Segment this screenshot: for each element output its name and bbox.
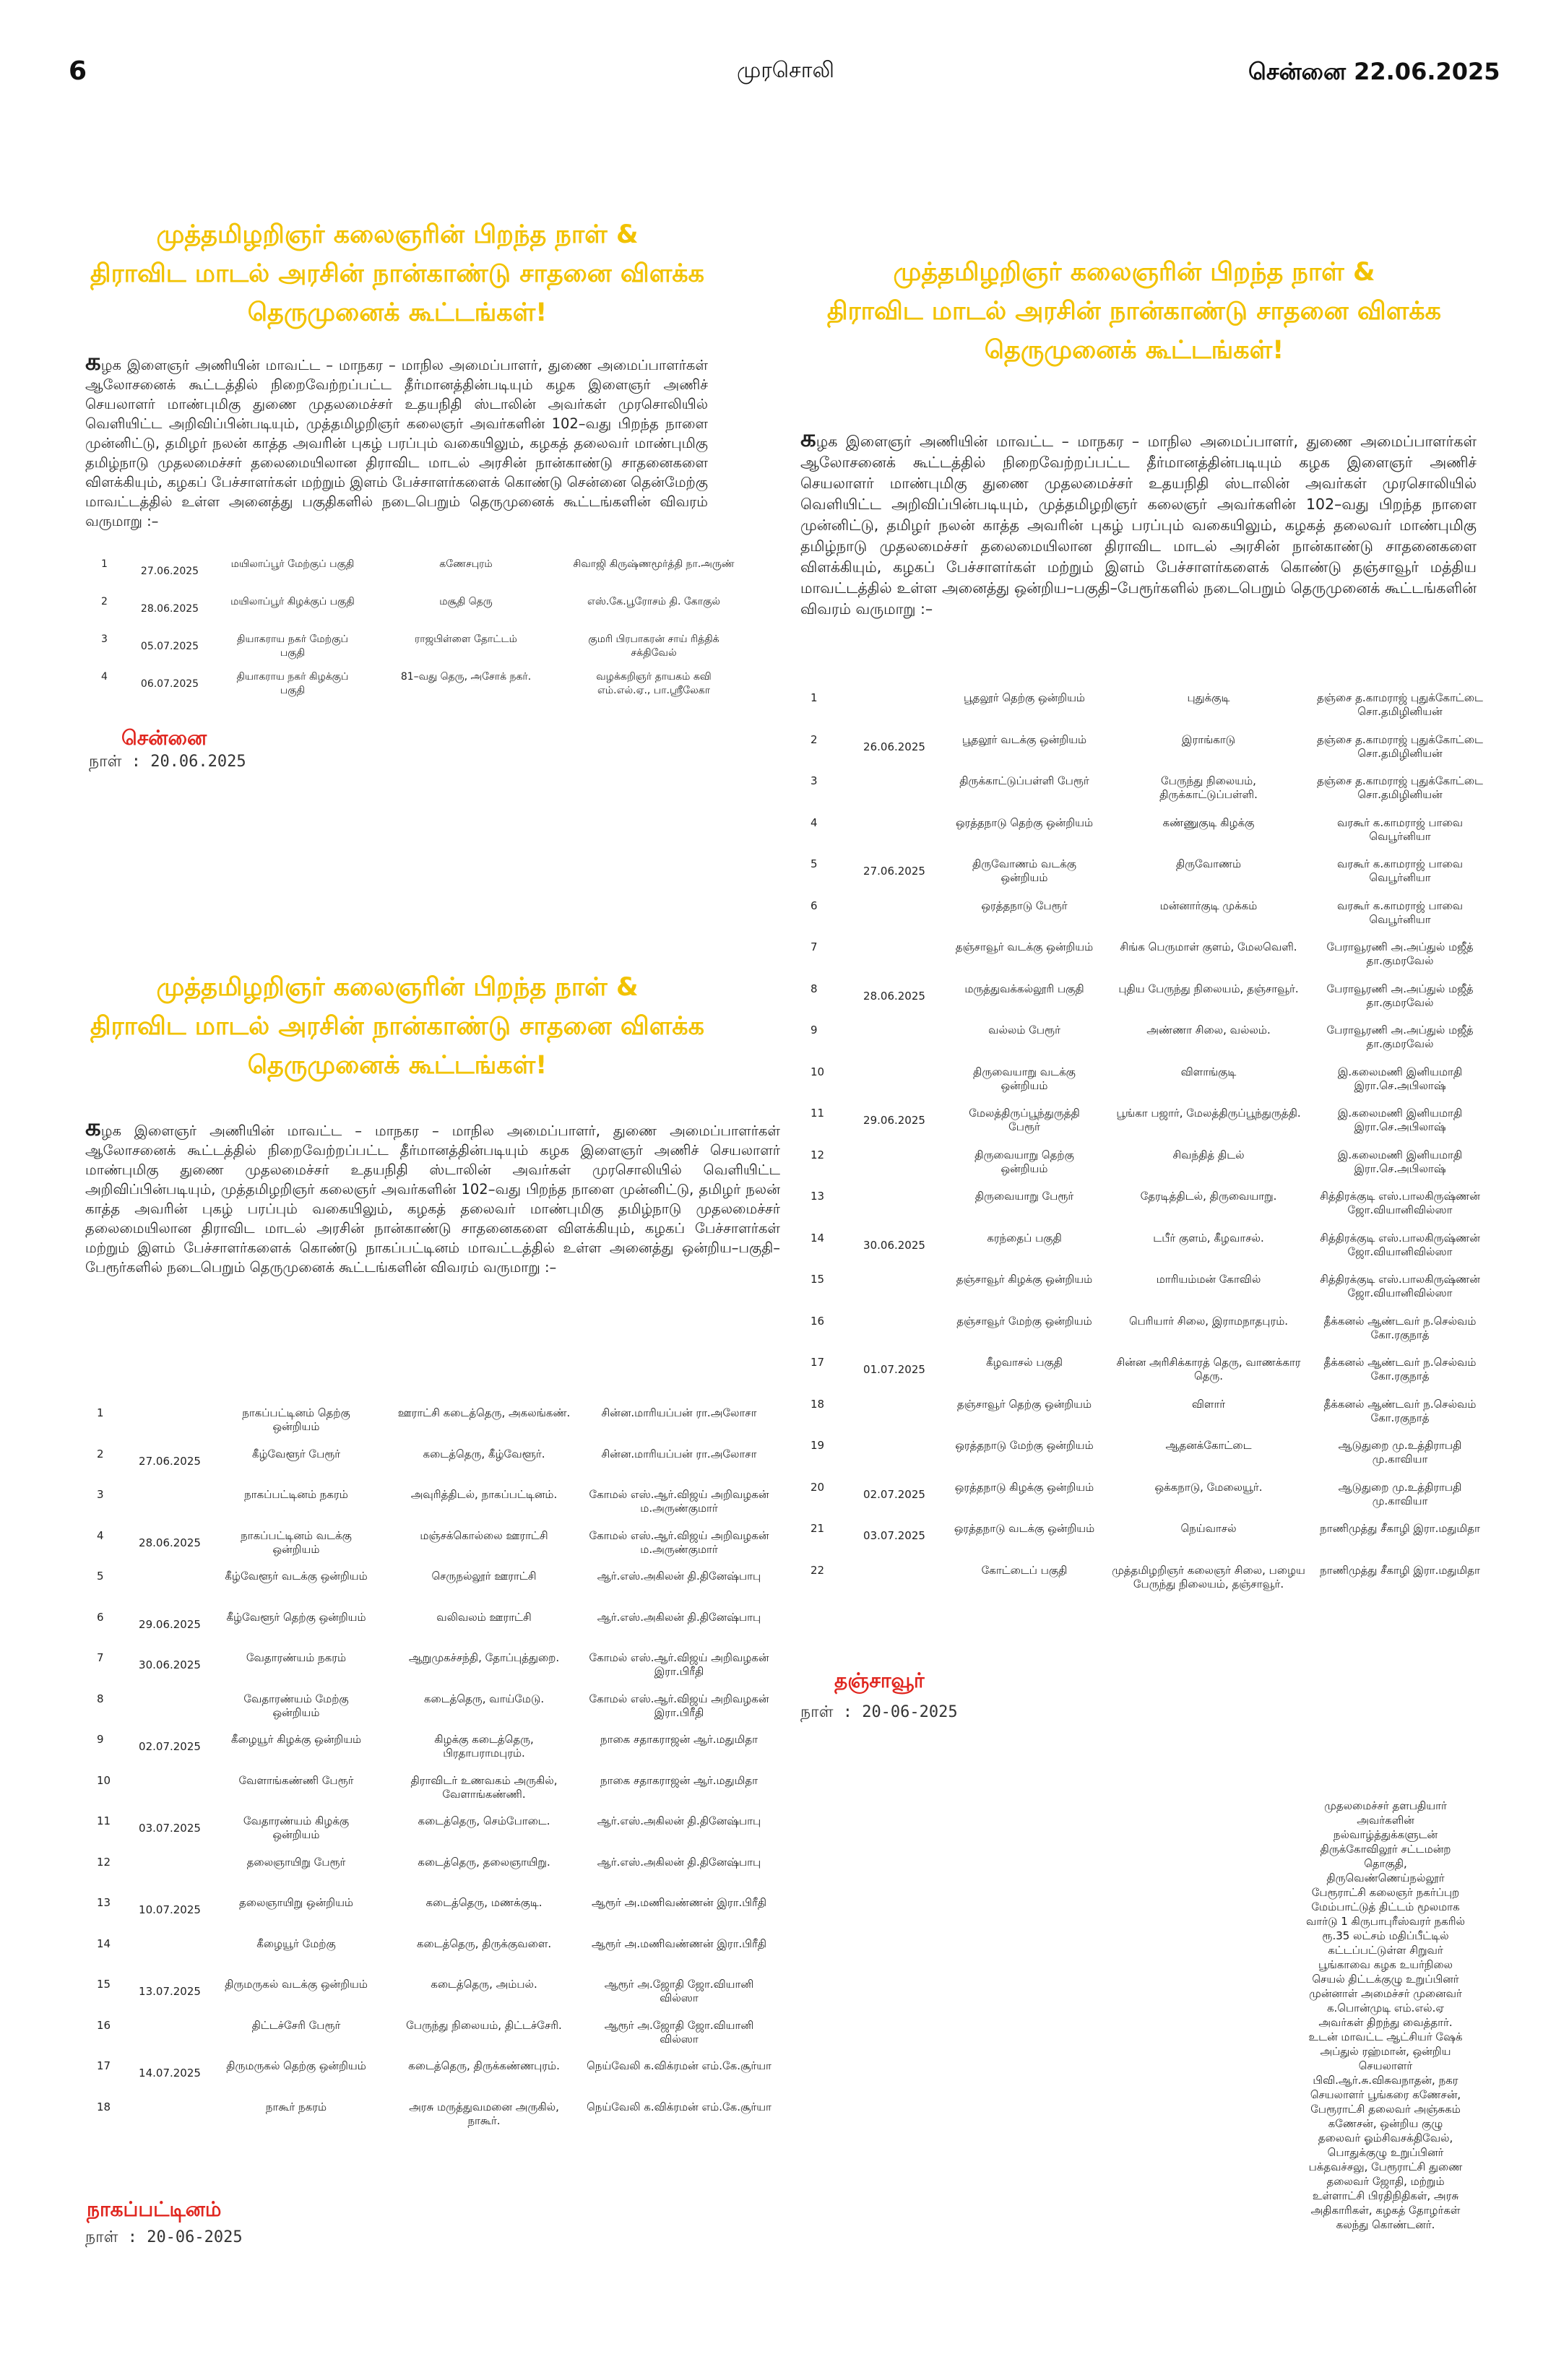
row-number: 14 [811,1231,825,1245]
row-area: திருமருகல் வடக்கு ஒன்றியம் [225,1978,368,1991]
table-row [94,1405,780,1446]
title-line-1: முத்தமிழறிஞர் கலைஞரின் பிறந்த நாள் & [156,220,639,249]
row-speakers: தஞ்சை த.காமராஜ் புதுக்கோட்டை சொ.தமிழினியன் [1317,774,1483,801]
row-number: 3 [97,1488,104,1501]
article-title [87,215,708,332]
row-area: நாகூர் நகரம் [265,2100,327,2113]
row-speakers: வரகூர் க.காமராஜ் பாவை வெபூர்னியா [1336,899,1464,926]
row-speakers: கோமல் எஸ்.ஆர்.விஜய் அறிவழகன் ம.அருண்குமார் [589,1528,769,1556]
row-number: 8 [811,982,818,995]
row-speakers: தீக்கனல் ஆண்டவர் ந.செல்வம் கோ.ரகுநாத் [1323,1356,1477,1382]
table-row [94,1609,780,1650]
row-area: ஒரத்தநாடு வடக்கு ஒன்றியம் [954,1522,1095,1535]
article-body [85,1113,780,1277]
row-place: புதுக்குடி [1187,691,1230,704]
article-body [85,347,708,531]
row-number: 17 [811,1356,825,1369]
row-speakers: குமரி பிரபாகரன் சாய் ரித்திக் சக்திவேல் [588,633,719,659]
row-area: பூதலூர் வடக்கு ஒன்றியம் [961,732,1087,746]
row-area: தியாகராய நகர் கிழக்குப் பகுதி [236,671,349,696]
photo-caption: முதலமைச்சர் தளபதியார் அவர்களின் நல்வாழ்த்துக்களுடன் திருக்கோவிலூர் சட்டமன்ற தொகுதி, திருவெண்ணெய்நல்லூர் பேரூராட்சி கலைஞர் நகர்ப்புற மேம்பாட்டுத் திட்டம் மூலமாக வார்டு 1 கிருபாபுரீஸ்வரர் நகரில் ரூ.35 லட்சம் மதிப்பீட்டில் கட்டப்பட்டுள்ள சிறுவர் பூங்காவை கழக உயர்நிலை செயல் திட்டக்குழு உறுப்பினர் முன்னாள் அமைச்சர் முனைவர் க.பொன்முடி எம்.எல்.ஏ அவர்கள் திறந்து வைத்தார். உடன் மாவட்ட ஆட்சியர் ஷேக் அப்துல் ரஹ்மான், ஒன்றிய செயலாளர் பிவி.ஆர்.சு.விசுவநாதன், நகர செயலாளர் பூங்கரை கணேசன், பேரூராட்சி தலைவர் அஞ்சுகம் கணேசன், ஒன்றிய குழு தலைவர் ஓம்சிவசக்திவேல், பொதுக்குழு உறுப்பினர் பக்தவச்சலு, பேரூராட்சி துணை தலைவர் ஜோதி, மற்றும் உள்ளாட்சி பிரதிநிதிகள், அரசு அதிகாரிகள், கழகத் தோழர்கள் கலந்து கொண்டனர். [1306,1799,1465,2231]
row-speakers: பேராவூரணி அ.அப்துல் மஜீத் தா.குமரவேல் [1326,1024,1474,1050]
row-place: வலிவலம் ஊராட்சி [436,1610,532,1624]
title-line-2: திராவிட மாடல் அரசின் நான்காண்டு சாதனை விளக்க [90,259,705,288]
row-date: 30.06.2025 [139,1658,201,1671]
row-place: மஞ்சக்கொல்லை ஊராட்சி [420,1528,548,1542]
row-place: மன்னார்குடி முக்கம் [1159,899,1258,912]
row-date: 03.07.2025 [139,1822,201,1835]
row-place: விளாங்குடி [1180,1065,1237,1078]
row-area: மயிலாப்பூர் கிழக்குப் பகுதி [230,596,355,607]
table-row [808,1396,1477,1438]
row-area: மருத்துவக்கல்லூரி பகுதி [964,982,1084,995]
row-number: 19 [811,1439,825,1452]
row-area: ஒரத்தநாடு தெற்கு ஒன்றியம் [955,815,1094,829]
table-row [94,594,744,631]
table-row [94,1568,780,1609]
row-number: 15 [811,1273,825,1286]
row-number: 18 [811,1397,825,1411]
table-row [808,732,1483,774]
table-row [94,1813,780,1854]
row-number: 2 [101,596,108,607]
table-row [808,1064,1472,1106]
row-place: கடைத்தெரு, அம்பல். [431,1978,537,1991]
row-number: 10 [97,1773,111,1787]
row-area: நாகப்பட்டினம் தெற்கு ஒன்றியம் [242,1406,350,1433]
row-date: 28.06.2025 [140,603,199,615]
row-number: 12 [811,1148,825,1161]
row-speakers: வழக்கறிஞர் தாயகம் கவி எம்.எல்.ஏ., பா.ஸ்ரீலேகா [596,671,712,696]
row-area: திருவையாறு தெற்கு ஒன்றியம் [974,1148,1074,1175]
row-place: கடைத்தெரு, கீழ்வேளூர். [423,1447,545,1461]
row-place: மாரியம்மன் கோவில் [1156,1273,1261,1286]
row-place: செருநல்லூர் ஊராட்சி [431,1570,537,1583]
row-place: ஊராட்சி கடைத்தெரு, அகலங்கண். [397,1406,571,1419]
table-row [808,939,1472,981]
row-area: கோட்டைப் பகுதி [981,1563,1068,1577]
table-row [808,1479,1472,1521]
row-date: 02.07.2025 [139,1740,201,1753]
row-place: கணேசபுரம் [439,558,493,570]
row-speakers: ஆர்.எஸ்.அகிலன் தி.தினேஷ்பாபு [597,1855,761,1869]
title-line-1: முத்தமிழறிஞர் கலைஞரின் பிறந்த நாள் & [893,258,1375,287]
row-speakers: ஆர்.எஸ்.அகிலன் தி.தினேஷ்பாபு [597,1610,761,1624]
row-number: 22 [811,1563,825,1577]
date-line: சென்னை 22.06.2025 [1248,58,1500,85]
table-row [94,1731,780,1773]
row-area: தலைஞாயிறு ஒன்றியம் [238,1896,354,1909]
district-name: நாகப்பட்டினம் [87,2197,222,2221]
row-area: ஒரத்தநாடு பேரூர் [981,899,1068,912]
row-place: 81–வது தெரு, அசோக் நகர். [400,671,532,683]
row-number: 6 [811,899,818,912]
row-place: கடைத்தெரு, திருக்கண்ணபுரம். [408,2059,560,2072]
district-name: தஞ்சாவூர் [834,1669,925,1692]
body-text: ழக இளைஞர் அணியின் மாவட்ட – மாநகர – மாநில அமைப்பாளர், துணை அமைப்பாளர்கள் ஆலோசனைக் கூட்டத்தில் நிறைவேற்றப்பட்ட தீர்மானத்தின்படியும் கழக இளைஞர் அணிச் செயலாளர் மாண்புமிகு துணை முதலமைச்சர் உதயநிதி ஸ்டாலின் அவர்கள் முரசொலியில் வெளியிட்ட அறிவிப்பின்படியும், முத்தமிழறிஞர் கலைஞர் அவர்களின் 102–வது பிறந்த நாளை முன்னிட்டு, தமிழர் நலன் காத்த அவரின் புகழ் பரப்பும் வகையிலும், கழகத் தலைவர் மாண்புமிகு தமிழ்நாடு முதலமைச்சர் தலைமையிலான திராவிட மாடல் அரசின் நான்காண்டு சாதனைகளை விளக்கியும், கழகப் பேச்சாளர்கள் மற்றும் இளம் பேச்சாளர்களைக் கொண்டு நாகப்பட்டினம் மாவட்டத்தில் உள்ள அனைத்து ஒன்றிய–பகுதி–பேரூர்களில் நடைபெறும் தெருமுனைக் கூட்டங்களின் விவரம் வருமாறு :– [85,1122,780,1276]
table-row [94,1446,780,1487]
row-date: 29.06.2025 [863,1114,925,1127]
row-area: திருவையாறு வடக்கு ஒன்றியம் [973,1065,1076,1092]
row-number: 3 [101,633,108,645]
row-number: 11 [811,1107,825,1120]
notice-date: நாள் : 20-06-2025 [85,2228,243,2246]
row-place: இராங்காடு [1181,732,1236,746]
row-area: திருவையாறு பேரூர் [974,1190,1074,1203]
row-place: கடைத்தெரு, திருக்குவளை. [416,1937,552,1950]
row-area: தஞ்சாவூர் வடக்கு ஒன்றியம் [955,940,1094,953]
row-number: 10 [811,1065,825,1078]
table-row [808,815,1472,857]
row-date: 26.06.2025 [863,740,925,753]
row-speakers: ஆடுதுறை மு.உத்திராபதி மு.காவியா [1338,1439,1462,1466]
row-number: 9 [811,1024,818,1037]
table-row [94,556,744,594]
table-row [808,690,1483,732]
row-speakers: நெய்வேலி க.விக்ரமன் எம்.கே.சூர்யா [587,2059,772,2072]
row-number: 20 [811,1480,825,1494]
row-area: வேதாரண்யம் கிழக்கு ஒன்றியம் [243,1814,350,1841]
row-number: 17 [97,2059,111,2072]
row-area: கீழ்வேளூர் வடக்கு ஒன்றியம் [225,1570,368,1583]
row-date: 29.06.2025 [139,1617,201,1631]
row-number: 6 [97,1610,104,1624]
row-date: 27.06.2025 [139,1454,201,1468]
table-row [808,1271,1480,1313]
row-number: 12 [97,1855,111,1869]
row-place: விளார் [1191,1397,1226,1411]
row-date: 14.07.2025 [139,2067,201,2080]
row-speakers: இ.கலைமணி இனியமாதி இரா.செ.அபிலாஷ் [1337,1065,1463,1092]
row-place: ஒக்கநாடு, மேலையூர். [1154,1480,1263,1494]
row-speakers: இ.கலைமணி இனியமாதி இரா.செ.அபிலாஷ் [1337,1107,1463,1133]
row-place: திராவிடர் உணவகம் அருகில், வேளாங்கண்ணி. [410,1773,558,1801]
row-area: ஒரத்தநாடு மேற்கு ஒன்றியம் [955,1439,1094,1452]
row-place: சின்ன அரிசிக்காரத் தெரு, வாணக்கார தெரு. [1116,1356,1301,1382]
row-place: மசூதி தெரு [439,596,493,607]
table-row [94,1773,780,1814]
table-row [94,1691,780,1732]
row-place: சிங்க பெருமாள் குளம், மேலவெளி. [1120,940,1297,953]
row-speakers: வரகூர் க.காமராஜ் பாவை வெபூர்னியா [1336,857,1464,884]
table-row [808,981,1472,1023]
row-number: 11 [97,1814,111,1827]
row-number: 16 [97,2018,111,2032]
row-place: திருவோணம் [1175,857,1242,870]
row-speakers: நெய்வேலி க.விக்ரமன் எம்.கே.சூர்யா [587,2100,772,2113]
row-speakers: சிவாஜி கிருஷ்ணமூர்த்தி நா.அருண் [573,558,735,570]
row-speakers: சித்திரக்குடி எஸ்.பாலகிருஷ்ணன் ஜோ.வியானிவில்ஸா [1320,1273,1480,1299]
row-date: 30.06.2025 [863,1238,925,1252]
row-area: தலைஞாயிறு பேரூர் [246,1855,346,1869]
table-row [808,1520,1480,1562]
page-number: 6 [69,56,87,86]
table-row [94,1650,780,1691]
row-area: திருமருகல் தெற்கு ஒன்றியம் [226,2059,366,2072]
row-number: 9 [97,1733,104,1746]
table-row [94,669,744,706]
row-date: 10.07.2025 [139,1903,201,1916]
table-row [808,1105,1472,1147]
table-row [94,1854,780,1895]
drop-cap: க [800,424,816,453]
row-date: 02.07.2025 [863,1487,925,1501]
row-number: 15 [97,1978,111,1991]
row-place: டபீர் குளம், கீழவாசல். [1153,1231,1264,1245]
row-speakers: சித்திரக்குடி எஸ்.பாலகிருஷ்ணன் ஜோ.வியானிவில்ஸா [1320,1190,1480,1216]
title-line-2: திராவிட மாடல் அரசின் நான்காண்டு சாதனை விளக்க [826,297,1442,326]
row-number: 5 [811,857,818,870]
row-place: தேரடித்திடல், திருவையாறு. [1140,1190,1277,1203]
row-speakers: ஆர்.எஸ்.அகிலன் தி.தினேஷ்பாபு [597,1814,761,1827]
row-speakers: ஆடுதுறை மு.உத்திராபதி மு.காவியா [1338,1480,1462,1507]
row-area: கீழையூர் கிழக்கு ஒன்றியம் [230,1733,362,1746]
row-speakers: ஆரூர் அ.மணிவண்ணன் இரா.பிரீதி [592,1937,766,1950]
row-place: ஆறுமுகச்சந்தி, தோப்புத்துறை. [408,1651,560,1664]
row-speakers: சின்ன.மாரியப்பன் ரா.அலோசா [601,1447,757,1461]
title-line-3: தெருமுனைக் கூட்டங்கள்! [247,1051,548,1080]
row-date: 01.07.2025 [863,1363,925,1376]
table-row [94,1895,780,1936]
row-place: கிழக்கு கடைத்தெரு, பிரதாபராமபுரம். [434,1733,534,1760]
row-area: திட்டச்சேரி பேரூர் [251,2018,341,2032]
row-date: 06.07.2025 [140,678,199,690]
row-speakers: கோமல் எஸ்.ஆர்.விஜய் அறிவழகன் இரா.பிரீதி [589,1651,769,1678]
row-speakers: பேராவூரணி அ.அப்துல் மஜீத் தா.குமரவேல் [1326,940,1474,967]
row-place: பேருந்து நிலையம், திட்டச்சேரி. [406,2018,562,2032]
row-number: 3 [811,774,818,787]
table-row [808,856,1472,898]
row-speakers: தீக்கனல் ஆண்டவர் ந.செல்வம் கோ.ரகுநாத் [1323,1314,1477,1341]
row-place: கடைத்தெரு, வாய்மேடு. [423,1692,545,1705]
table-row [808,1188,1480,1230]
row-area: ஒரத்தநாடு கிழக்கு ஒன்றியம் [954,1480,1094,1494]
row-place: அண்ணா சிலை, வல்லம். [1146,1024,1271,1037]
row-place: கடைத்தெரு, தலைஞாயிறு. [418,1855,550,1869]
table-row [808,1313,1477,1355]
article-title [79,968,715,1085]
row-place: கண்ணுகுடி கிழக்கு [1162,815,1255,829]
row-speakers: தீக்கனல் ஆண்டவர் ந.செல்வம் கோ.ரகுநாத் [1323,1397,1477,1424]
row-area: மயிலாப்பூர் மேற்குப் பகுதி [230,558,355,570]
table-row [94,1487,780,1528]
row-place: புதிய பேருந்து நிலையம், தஞ்சாவூர். [1118,982,1299,995]
row-area: மேலத்திருப்பூந்துருத்தி பேரூர் [969,1107,1080,1133]
row-area: திருவோணம் வடக்கு ஒன்றியம் [972,857,1077,884]
title-line-1: முத்தமிழறிஞர் கலைஞரின் பிறந்த நாள் & [156,973,639,1002]
row-area: தஞ்சாவூர் மேற்கு ஒன்றியம் [956,1314,1092,1328]
row-place: முத்தமிழறிஞர் கலைஞர் சிலை, பழைய பேருந்து நிலையம், தஞ்சாவூர். [1112,1563,1305,1591]
row-speakers: கோமல் எஸ்.ஆர்.விஜய் அறிவழகன் இரா.பிரீதி [589,1692,769,1719]
row-area: கீழையூர் மேற்கு [256,1937,336,1950]
row-speakers: நாகை சதாகராஜன் ஆர்.மதுமிதா [600,1733,758,1746]
row-speakers: எஸ்.கே.பூரோசம் தி. கோகுல் [587,596,721,607]
row-number: 7 [811,940,818,953]
article-body [800,424,1477,620]
row-place: கடைத்தெரு, செம்போடை. [418,1814,550,1827]
row-number: 1 [811,691,818,704]
row-number: 2 [811,732,818,746]
table-row [94,1936,780,1977]
row-speakers: பேராவூரணி அ.அப்துல் மஜீத் தா.குமரவேல் [1326,982,1474,1009]
row-number: 2 [97,1447,104,1461]
row-number: 1 [101,558,108,570]
article-title [802,253,1466,370]
table-row [808,1147,1472,1189]
row-number: 4 [97,1528,104,1542]
row-speakers: இ.கலைமணி இனியமாதி இரா.செ.அபிலாஷ் [1337,1148,1463,1175]
row-speakers: நாணிமுத்து சீகாழி இரா.மதுமிதா [1320,1563,1480,1577]
row-place: அவுரித்திடல், நாகப்பட்டினம். [410,1488,558,1501]
row-speakers: ஆர்.எஸ்.அகிலன் தி.தினேஷ்பாபு [597,1570,761,1583]
body-text: ழக இளைஞர் அணியின் மாவட்ட – மாநகர – மாநில அமைப்பாளர், துணை அமைப்பாளர்கள் ஆலோசனைக் கூட்டத்தில் நிறைவேற்றப்பட்ட தீர்மானத்தின்படியும் கழக இளைஞர் அணிச் செயலாளர் மாண்புமிகு துணை முதலமைச்சர் உதயநிதி ஸ்டாலின் அவர்கள் முரசொலியில் வெளியிட்ட அறிவிப்பின்படியும், முத்தமிழறிஞர் கலைஞர் அவர்களின் 102–வது பிறந்த நாளை முன்னிட்டு, தமிழர் நலன் காத்த அவரின் புகழ் பரப்பும் வகையிலும், கழகத் தலைவர் மாண்புமிகு தமிழ்நாடு முதலமைச்சர் தலைமையிலான திராவிட மாடல் அரசின் நான்காண்டு சாதனைகளை விளக்கியும், கழகப் பேச்சாளர்கள் மற்றும் இளம் பேச்சாளர்களைக் கொண்டு தஞ்சாவூர் மத்திய மாவட்டத்தில் உள்ள அனைத்து ஒன்றிய–பகுதி–பேரூர்களில் நடைபெறும் தெருமுனைக் கூட்டங்களின் விவரம் வருமாறு :– [800,433,1477,618]
row-place: பெரியார் சிலை, இராமநாதபுரம். [1128,1314,1289,1328]
row-area: கரந்தைப் பகுதி [987,1231,1062,1245]
row-place: ராஜபிள்ளை தோட்டம் [415,633,517,645]
row-area: வேதாரண்யம் மேற்கு ஒன்றியம் [243,1692,349,1719]
row-speakers: தஞ்சை த.காமராஜ் புதுக்கோட்டை சொ.தமிழினியன் [1317,691,1483,718]
row-speakers: சின்ன.மாரியப்பன் ரா.அலோசா [601,1406,757,1419]
row-speakers: ஆரூர் அ.ஜோதி ஜோ.வியானி வில்ஸா [604,1978,754,2004]
table-row [808,773,1483,815]
row-date: 27.06.2025 [140,566,199,577]
table-row [94,1976,780,2017]
row-area: நாகப்பட்டினம் நகரம் [244,1488,348,1501]
row-place: நெய்வாசல் [1180,1522,1237,1535]
row-speakers: சித்திரக்குடி எஸ்.பாலகிருஷ்ணன் ஜோ.வியானிவில்ஸா [1320,1231,1480,1258]
title-line-3: தெருமுனைக் கூட்டங்கள்! [247,298,548,327]
row-number: 13 [811,1190,825,1203]
row-area: வல்லம் பேரூர் [988,1024,1060,1037]
table-row [94,2017,780,2059]
row-area: பூதலூர் தெற்கு ஒன்றியம் [963,691,1086,704]
table-row [94,631,744,669]
row-area: வேளாங்கண்ணி பேரூர் [238,1773,354,1787]
row-place: ஆதனக்கோட்டை [1165,1439,1252,1452]
row-number: 5 [97,1570,104,1583]
row-number: 13 [97,1896,111,1909]
notice-date: நாள் : 20.06.2025 [89,753,246,771]
row-number: 14 [97,1937,111,1950]
row-number: 7 [97,1651,104,1664]
drop-cap: க [85,347,101,376]
row-area: தஞ்சாவூர் கிழக்கு ஒன்றியம் [956,1273,1093,1286]
district-name: சென்னை [121,726,207,750]
table-row [94,2099,780,2140]
row-number: 18 [97,2100,111,2113]
row-date: 05.07.2025 [140,641,199,652]
row-area: திருக்காட்டுப்பள்ளி பேரூர் [959,774,1089,787]
row-area: நாகப்பட்டினம் வடக்கு ஒன்றியம் [241,1528,352,1556]
row-area: கீழ்வேளூர் தெற்கு ஒன்றியம் [226,1610,366,1624]
row-number: 4 [811,815,818,829]
row-date: 13.07.2025 [139,1985,201,1998]
row-number: 21 [811,1522,825,1535]
row-date: 27.06.2025 [863,865,925,878]
row-speakers: தஞ்சை த.காமராஜ் புதுக்கோட்டை சொ.தமிழினியன் [1317,732,1483,760]
row-place: பூங்கா பஜார், மேலத்திருப்பூந்துருத்தி. [1116,1107,1301,1120]
row-speakers: கோமல் எஸ்.ஆர்.விஜய் அறிவழகன் ம.அருண்குமார் [589,1488,769,1515]
row-speakers: ஆரூர் அ.ஜோதி ஜோ.வியானி வில்ஸா [604,2018,754,2046]
table-row [808,1230,1480,1272]
row-place: அரசு மருத்துவமனை அருகில், நாகூர். [409,2100,559,2127]
row-number: 16 [811,1314,825,1328]
row-area: கீழ்வேளூர் பேரூர் [251,1447,341,1461]
table-row [94,1528,780,1569]
table-row [94,2058,780,2099]
row-number: 8 [97,1692,104,1705]
row-number: 1 [97,1406,104,1419]
row-date: 03.07.2025 [863,1529,925,1542]
row-place: சிவந்தித் திடல் [1172,1148,1245,1161]
row-area: கீழவாசல் பகுதி [985,1356,1063,1369]
row-speakers: நாகை சதாகராஜன் ஆர்.மதுமிதா [600,1773,758,1787]
table-row [808,1022,1472,1064]
body-text: ழக இளைஞர் அணியின் மாவட்ட – மாநகர – மாநில அமைப்பாளர், துணை அமைப்பாளர்கள் ஆலோசனைக் கூட்டத்தில் நிறைவேற்றப்பட்ட தீர்மானத்தின்படியும் கழக இளைஞர் அணிச் செயலாளர் மாண்புமிகு துணை முதலமைச்சர் உதயநிதி ஸ்டாலின் அவர்கள் முரசொலியில் வெளியிட்ட அறிவிப்பின்படியும், முத்தமிழறிஞர் கலைஞர் அவர்களின் 102–வது பிறந்த நாளை முன்னிட்டு, தமிழர் நலன் காத்த அவரின் புகழ் பரப்பும் வகையிலும், கழகத் தலைவர் மாண்புமிகு தமிழ்நாடு முதலமைச்சர் தலைமையிலான திராவிட மாடல் அரசின் நான்காண்டு சாதனைகளை விளக்கியும், கழகப் பேச்சாளர்கள் மற்றும் இளம் பேச்சாளர்களைக் கொண்டு சென்னை தென்மேற்கு மாவட்டத்தில் உள்ள அனைத்து பகுதிகளில் நடைபெறும் தெருமுனைக் கூட்டங்களின் விவரம் வருமாறு :– [85,357,708,529]
row-speakers: வரகூர் க.காமராஜ் பாவை வெபூர்னியா [1336,815,1464,843]
title-line-2: திராவிட மாடல் அரசின் நான்காண்டு சாதனை விளக்க [90,1012,705,1041]
row-place: கடைத்தெரு, மணக்குடி. [425,1896,543,1909]
notice-date: நாள் : 20-06-2025 [800,1703,958,1721]
row-area: வேதாரண்யம் நகரம் [246,1651,347,1664]
drop-cap: க [85,1113,101,1142]
newspaper-name: முரசொலி [737,58,834,83]
table-row [808,1354,1477,1396]
row-area: தியாகராய நகர் மேற்குப் பகுதி [237,633,348,659]
table-row [808,898,1472,940]
row-speakers: நாணிமுத்து சீகாழி இரா.மதுமிதா [1320,1522,1480,1535]
row-date: 28.06.2025 [139,1536,201,1549]
table-row [808,1437,1472,1479]
row-speakers: ஆரூர் அ.மணிவண்ணன் இரா.பிரீதி [592,1896,766,1909]
row-place: பேருந்து நிலையம், திருக்காட்டுப்பள்ளி. [1159,774,1258,801]
table-row [808,1562,1480,1604]
row-area: தஞ்சாவூர் தெற்கு ஒன்றியம் [956,1397,1092,1411]
title-line-3: தெருமுனைக் கூட்டங்கள்! [984,336,1284,365]
row-number: 4 [101,671,108,683]
row-date: 28.06.2025 [863,989,925,1003]
